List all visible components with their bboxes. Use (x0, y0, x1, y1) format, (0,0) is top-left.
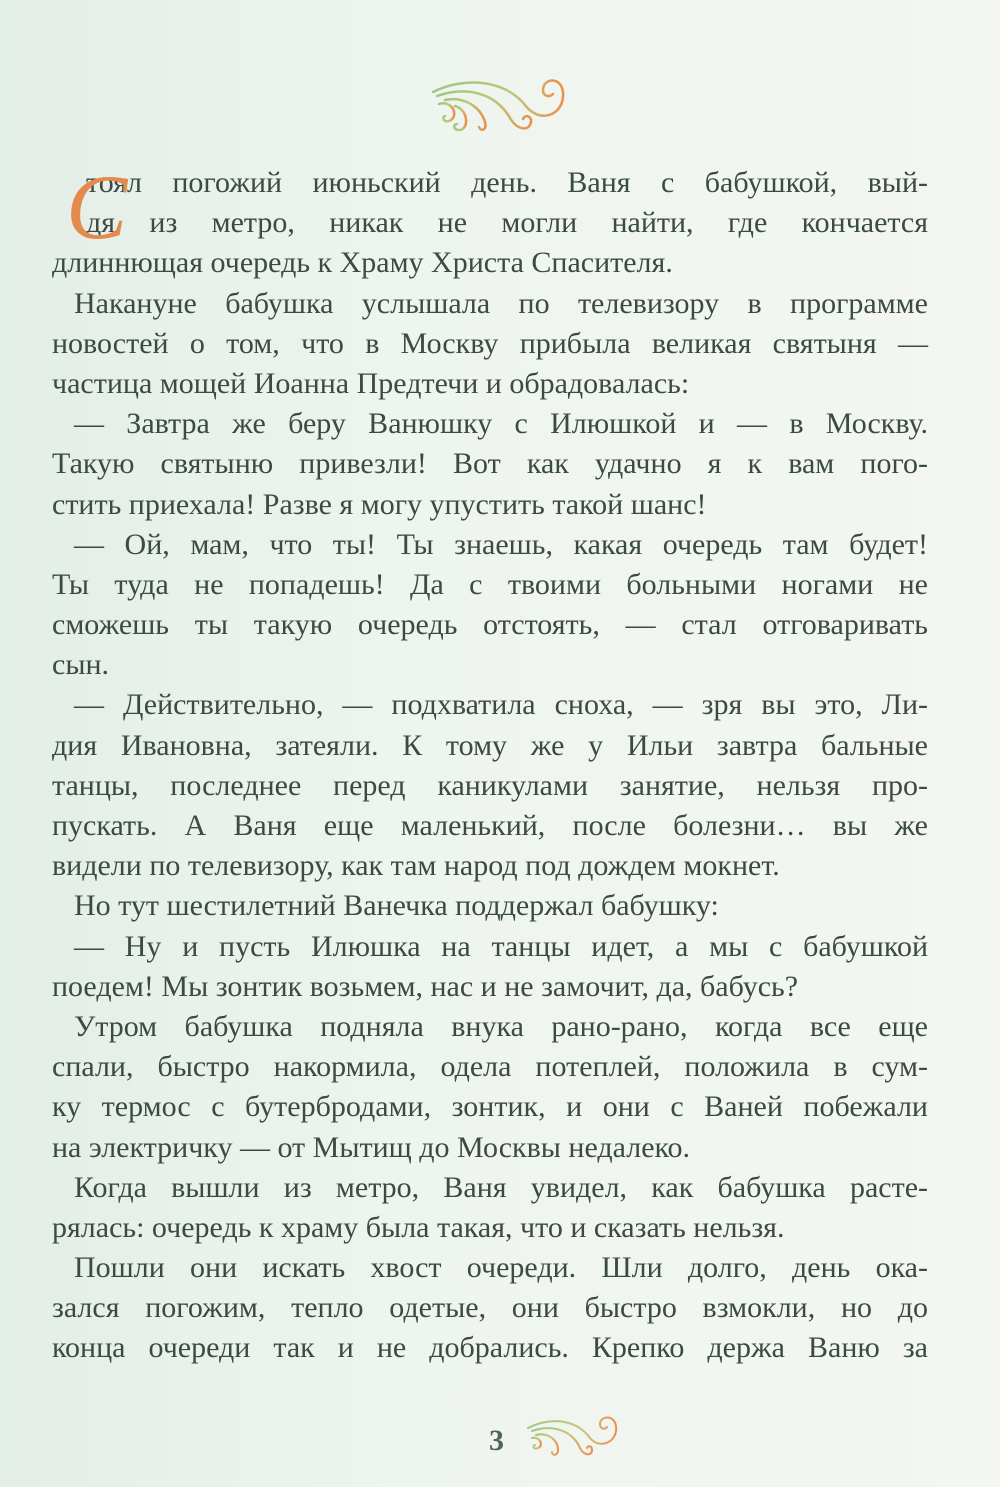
text-line: Когда вышли из метро, Ваня увидел, как бабушка расте- (74, 1170, 928, 1204)
text-line: конца очереди так и не добрались. Крепко держа Ваню за (52, 1331, 928, 1365)
page-number-ornament-icon (522, 1410, 622, 1460)
text-line: Пошли они искать хвост очереди. Шли долго, день ока- (74, 1251, 928, 1285)
text-line: сможешь ты такую очередь отстоять, — стал отговаривать (52, 608, 928, 642)
text-line: на электричку — от Мытищ до Москвы недалеко. (52, 1130, 691, 1164)
text-line: Ты туда не попадешь! Да с твоими больными ногами не (52, 567, 928, 601)
text-line: Накануне бабушка услышала по телевизору в программе (74, 286, 928, 320)
text-line: — Ну и пусть Илюшка на танцы идет, а мы с бабушкой (74, 929, 928, 963)
text-line: рялась: очередь к храму была такая, что и сказать нельзя. (52, 1210, 785, 1244)
text-line: видели по телевизору, как там народ под дождем мокнет. (52, 849, 780, 883)
text-line: спали, быстро накормила, одела потеплей, положила в сум- (52, 1050, 928, 1084)
text-line: пускать. А Ваня еще маленький, после болезни… вы же (52, 809, 928, 842)
text-line: дия Ивановна, затеяли. К тому же у Ильи завтра бальные (52, 728, 928, 762)
top-ornament-icon (425, 70, 575, 140)
page-number: 3 (489, 1424, 504, 1457)
drop-cap: С (66, 156, 128, 258)
text-line: зался погожим, тепло одетые, они быстро взмокли, но до (52, 1291, 928, 1325)
text-line: — Действительно, — подхватила сноха, — зря вы это, Ли- (74, 688, 928, 722)
body-text (52, 156, 928, 1369)
text-line: — Завтра же беру Ванюшку с Илюшкой и — в Москву. (74, 407, 928, 441)
text-line: Но тут шестилетний Ванечка поддержал бабушку: (74, 889, 719, 923)
text-line: ку термос с бутербродами, зонтик, и они с Ваней побежали (52, 1090, 928, 1124)
text-line: танцы, последнее перед каникулами занятие, нельзя про- (52, 768, 928, 802)
text-line: Такую святыню привезли! Вот как удачно я к вам пого- (52, 447, 928, 481)
text-line: сын. (52, 648, 110, 682)
text-line: дя из метро, никак не могли найти, где кончается (86, 206, 928, 240)
text-line: частица мощей Иоанна Предтечи и обрадовалась: (52, 366, 690, 400)
text-line: Утром бабушка подняла внука рано-рано, когда все еще (74, 1009, 928, 1043)
text-line: — Ой, мам, что ты! Ты знаешь, какая очередь там будет! (74, 527, 928, 561)
text-line: новостей о том, что в Москву прибыла великая святыня — (52, 326, 928, 360)
text-line: поедем! Мы зонтик возьмем, нас и не замочит, да, бабусь? (52, 969, 799, 1003)
text-line: длиннющая очередь к Храму Христа Спасителя. (52, 246, 673, 280)
text-line: тоял погожий июньский день. Ваня с бабушкой, вый- (86, 166, 928, 199)
text-line: стить приехала! Разве я могу упустить такой шанс! (52, 487, 707, 521)
